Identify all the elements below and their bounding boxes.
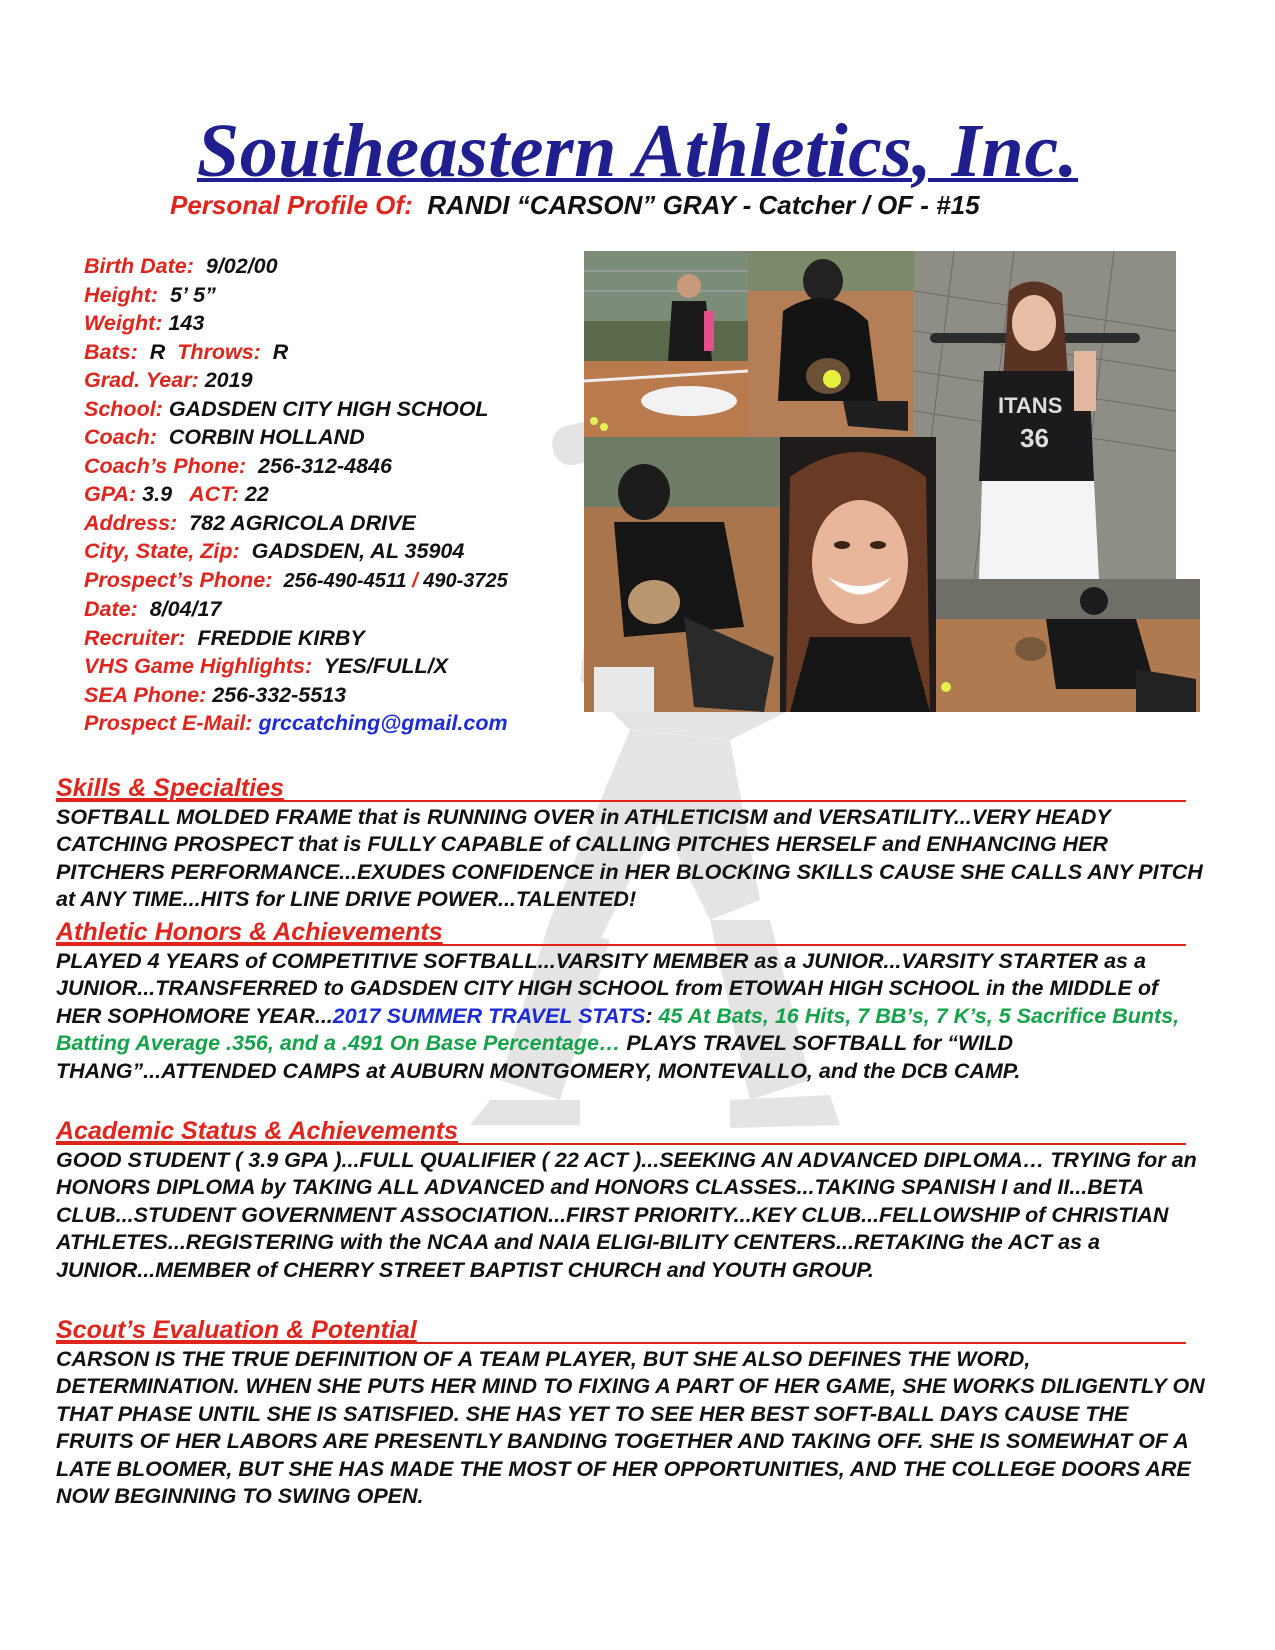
sea-phone-row: SEA Phone: 256-332-5513 xyxy=(84,682,347,707)
skills-text: SOFTBALL MOLDED FRAME that is RUNNING OVER in ATHLETICISM and VERSATILITY...VERY HEADY CATCHING PROSPECT that is FULLY CAPABLE of CALLING PITCHES HERSELF and ENHANCING HER PITCHERS PERFORMANCE...EXUDES CONFIDENCE in HER BLOCKING SKILLS CAUSE SHE CALLS ANY PITCH at ANY TIME...HITS for LINE DRIVE POWER...TALENTED! xyxy=(56,805,1203,912)
email-link[interactable]: grccatching@gmail.com xyxy=(258,711,508,735)
subtitle-label: Personal Profile Of: xyxy=(170,190,413,220)
athletic-text: PLAYED 4 YEARS of COMPETITIVE SOFTBALL...VARSITY MEMBER as a JUNIOR...VARSITY STARTER as a JUNIOR...TRANSFERRED to GADSDEN CITY HIGH SCHOOL from ETOWAH HIGH SCHOOL in the MIDDLE of HER SOPHOMORE YEAR...2017 SUMMER TRAVEL STATS: 45 At Bats, 16 Hits, 7 BB’s, 7 K’s, 5 Sacrifice Bunts, Batting Average .356, and a .491 On Base Percentage… PLAYS TRAVEL SOFTBALL for “WILD THANG”...ATTENDED CAMPS at AUBURN MONTGOMERY, MONTEVALLO, and the DCB CAMP. xyxy=(56,949,1180,1083)
academic-heading: Academic Status & Achievements xyxy=(56,1117,459,1145)
height-row: Height: 5’ 5” xyxy=(84,282,216,307)
city-state-zip-row: City, State, Zip: GADSDEN, AL 35904 xyxy=(84,539,465,563)
athletic-heading: Athletic Honors & Achievements xyxy=(56,918,443,946)
address-row: Address: 782 AGRICOLA DRIVE xyxy=(84,510,416,535)
profile-subtitle xyxy=(170,190,980,221)
date-row: Date: 8/04/17 xyxy=(84,597,222,621)
company-title: Southeastern Athletics, Inc. xyxy=(196,109,1079,193)
photo-catcher-crouch xyxy=(584,437,780,712)
birth-date-row: Birth Date: 9/02/00 xyxy=(84,254,278,278)
profile-info-list xyxy=(84,252,584,738)
academic-text: GOOD STUDENT ( 3.9 GPA )...FULL QUALIFIER ( 22 ACT )...SEEKING AN ADVANCED DIPLOMA… TRYING for an HONORS DIPLOMA by TAKING ALL ADVANCED and HONORS CLASSES...TAKING SPANISH I and II...BETA CLUB...STUDENT GOVERNMENT ASSOCIATION...FIRST PRIORITY...KEY CLUB...FELLOWSHIP of CHRISTIAN ATHLETES...REGISTERING with the NCAA and NAIA ELIGI-BILITY CENTERS...RETAKING the ACT as a JUNIOR...MEMBER of CHERRY STREET BAPTIST CHURCH and YOUTH GROUP. xyxy=(56,1148,1197,1282)
skills-heading: Skills & Specialties xyxy=(56,774,284,802)
athletic-section xyxy=(56,918,1206,1085)
prospect-phone-row: Prospect’s Phone: 256-490-4511 / 490-3725 xyxy=(84,567,508,592)
travel-stats-label: 2017 SUMMER TRAVEL STATS xyxy=(332,1003,646,1028)
coach-row: Coach: CORBIN HOLLAND xyxy=(84,425,365,449)
travel-stats-values: 45 At Bats, 16 Hits, 7 BB’s, 7 K’s, 5 Sacrifice Bunts, Batting Average .356, and a .491 On Base Percentage… xyxy=(56,1003,1180,1056)
weight-row: Weight: 143 xyxy=(84,311,205,335)
academic-section xyxy=(56,1117,1206,1284)
school-row: School: GADSDEN CITY HIGH SCHOOL xyxy=(84,396,489,421)
recruiter-row: Recruiter: FREDDIE KIRBY xyxy=(84,625,365,650)
coach-phone-row: Coach’s Phone: 256-312-4846 xyxy=(84,453,392,478)
scout-text: CARSON IS THE TRUE DEFINITION OF A TEAM PLAYER, BUT SHE ALSO DEFINES THE WORD, DETERMINATION. WHEN SHE PUTS HER MIND TO FIXING A PART OF HER GAME, SHE WORKS DILIGENTLY ON THAT PHASE UNTIL SHE IS SATISFIED. SHE HAS YET TO SEE HER BEST SOFT-BALL DAYS CAUSE THE FRUITS OF HER LABORS ARE PRESENTLY BANDING TOGETHER AND TAKING OFF. SHE IS SOMEWHAT OF A LATE BLOOMER, BUT SHE HAS MADE THE MOST OF HER OPPORTUNITIES, AND THE COLLEGE DOORS ARE NOW BEGINNING TO SWING OPEN. xyxy=(56,1347,1205,1509)
scout-section xyxy=(56,1316,1206,1510)
bats-throws-row: Bats: R Throws: R xyxy=(84,339,289,364)
jersey-number: 36 xyxy=(1020,423,1049,453)
photo-catcher-sitting xyxy=(584,251,748,437)
player-name-position: RANDI “CARSON” GRAY - Catcher / OF - #15 xyxy=(427,190,980,220)
jersey-text: ITANS xyxy=(998,393,1063,418)
scout-heading: Scout’s Evaluation & Potential xyxy=(56,1316,417,1344)
photo-headshot xyxy=(780,437,936,712)
email-row: Prospect E-Mail: grccatching@gmail.com xyxy=(84,711,508,735)
grad-year-row: Grad. Year: 2019 xyxy=(84,368,253,392)
vhs-highlights-row: VHS Game Highlights: YES/FULL/X xyxy=(84,654,448,678)
photo-player-with-bat xyxy=(914,251,1176,579)
gpa-act-row: GPA: 3.9 ACT: 22 xyxy=(84,482,269,506)
photo-catcher-fielding xyxy=(936,579,1200,712)
photo-catcher-kneeling xyxy=(748,251,914,437)
skills-section xyxy=(56,774,1206,914)
